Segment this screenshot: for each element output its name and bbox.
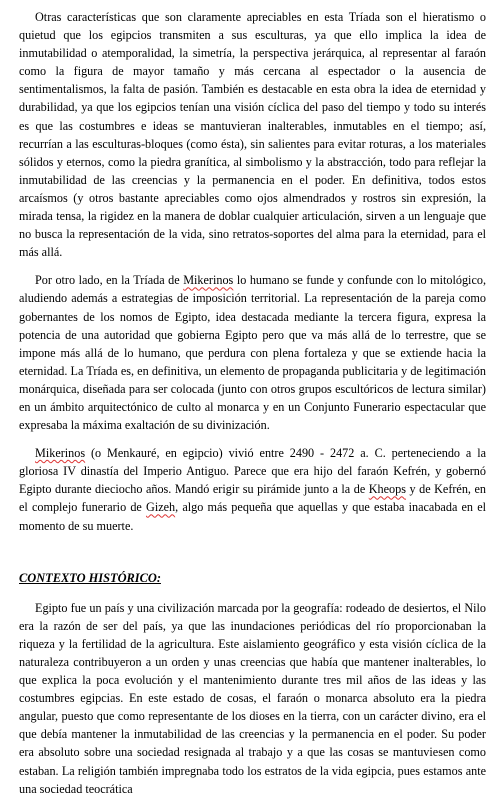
blank-line xyxy=(19,545,486,569)
section-heading: CONTEXTO HISTÓRICO: xyxy=(19,570,161,585)
paragraph-text: , algo más pequeña que aquellas y que estaba inacabada en el momento de su muerte. xyxy=(19,500,486,533)
paragraph-characteristics: Otras características que son claramente apreciables en esta Tríada son el hieratismo o quietud que los egipcios transmiten a sus esculturas, ya que ello implica la idea de inmutabilidad o atemporalidad, la simetría, la perspectiva jerárquica, al representar al faraón como la figura de mayor tamaño y más cercana al espectador o la ausencia de sentimentalismos, la falta de pasión. También es destacable en esta obra la idea de eternidad y durabilidad, ya que los egipcios tenían una visión cíclica del paso del tiempo y todo su interés es que las costumbres e ideas se mantuvieran inalterables, inmutables en el tiempo; así, recurrían a las esculturas-bloques (como ésta), sin salientes para evitar roturas, a los materiales sólidos y eternos, como la piedra granítica, al simbolismo y la abstracción, todo para reflejar la inmutabilidad de las creencias y la permanencia en el poder. En definitiva, todos estos arcaísmos (y otros bastante apreciables como ojos almendrados y rostros sin expresión, la mirada tensa, la rigidez en la manera de doblar cualquier articulación, sirven a un lenguaje que no busca la representación de la vida, sino retratos-soportes del alma para la eternidad, para el más allá. xyxy=(19,10,486,260)
paragraph-historical-context: Egipto fue un país y una civilización marcada por la geografía: rodeado de desiertos, el Nilo era la razón de ser del país, ya que las inundaciones periódicas del río proporcionaban la riqueza y la fertilidad de la agricultura. Este aislamiento geográfico y esta visión cíclica de la naturaleza contribuyeron a un orden y unas creencias que había que mantener inalterables, lo que explica la poca evolución y el mantenimiento durante tres mil años de las ideas y las costumbres egipcias. En este estado de cosas, el faraón o monarca absoluto era la piedra angular, puesto que como representante de los dioses en la tierra, con un carácter divino, era el que debía mantener la inmutabilidad de las creencias y la permanencia en el poder. Su poder era absoluto sobre una sociedad resignada al trabajo y a que las cosas se mantuviesen como estaban. La religión también impregnaba todo los estratos de la vida egipcia, pues estamos ante una sociedad teocrática xyxy=(19,600,486,796)
paragraph-text: lo humano se funde y confunde con lo mitológico, aludiendo además a estrategias de imposición territorial. La representación de la pareja como gobernantes de los nomos de Egipto, idea destacada mediante la tercera figura, expresa la potencia de una autoridad que gobierna Egipto pero que va más allá de lo terrestre, que se impone más allá de lo humano, que perdura con plena fortaleza y que se extiende hacia la eternidad. La Tríada es, en definitiva, un elemento de propaganda publicitaria y de legitimación monárquica, diseñada para ser colocada (junto con otros grupos escultóricos de lectura similar) en un ámbito arquitectónico de culto al monarca y en un Conjunto Funerario espectacular que expresaba la máxima exaltación de su divinización. xyxy=(19,273,486,433)
paragraph-mikerinos-bio xyxy=(19,444,486,534)
paragraph-text: Por otro lado, en la Tríada de xyxy=(35,273,184,288)
paragraph-text: (o Menkauré, en egipcio) vivió entre 2490 - 2472 a. C. perteneciendo a la gloriosa IV dinastía del Imperio Antiguo. Parece que era hijo del faraón Kefrén, y gobernó Egipto durante dieciocho años. Mandó erigir su pirámide junto a la de xyxy=(19,446,486,497)
paragraph-mythological xyxy=(19,271,486,434)
spellcheck-word: Gizeh xyxy=(146,500,176,515)
document-page xyxy=(19,8,486,808)
spellcheck-word: Mikerinos xyxy=(35,446,86,461)
spellcheck-word: Mikerinos xyxy=(183,273,234,288)
paragraph-text: y de Kefrén, en el complejo funerario de xyxy=(19,482,486,515)
spellcheck-word: Kheops xyxy=(368,482,406,497)
